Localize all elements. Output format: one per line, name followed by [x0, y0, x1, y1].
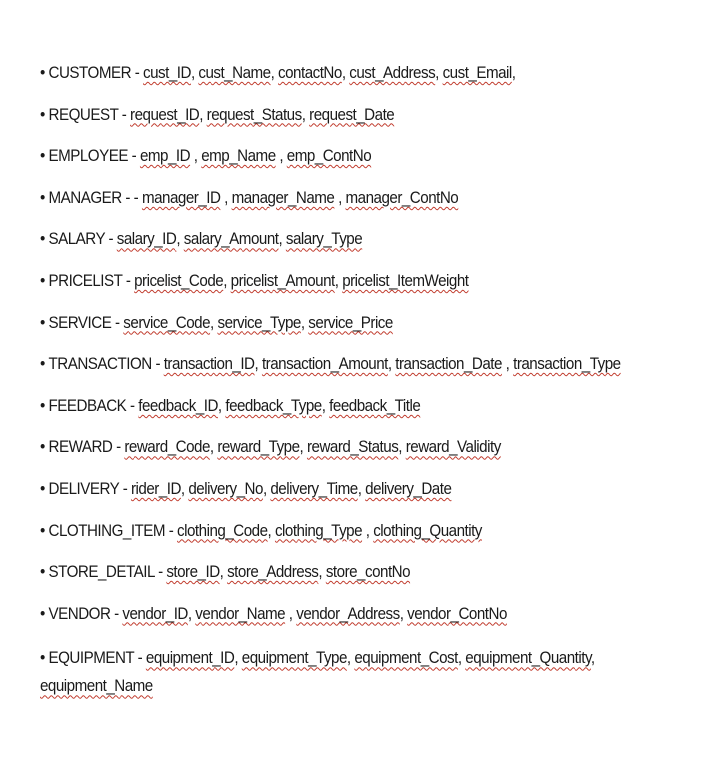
attribute: transaction_Type — [513, 355, 621, 374]
entity-name: CLOTHING_ITEM — [48, 521, 166, 540]
entity-dash: - — [110, 604, 123, 623]
entity-dash: - — [122, 271, 135, 290]
entity-line-employee: • EMPLOYEE - emp_ID , emp_Name , emp_ContNo — [40, 147, 372, 166]
attribute: clothing_Code — [177, 521, 268, 540]
entity-name: CUSTOMER — [48, 64, 132, 82]
entity-dash: - — [131, 64, 144, 82]
entity-dash: - — [151, 355, 164, 374]
attribute: rider_ID — [130, 479, 181, 498]
entity-name: REWARD — [48, 438, 113, 457]
attribute: transaction_Amount — [261, 355, 388, 374]
entity-line-request: • REQUEST - request_ID, request_Status, request_Date — [40, 105, 395, 124]
entity-line-store-detail: • STORE_DETAIL - store_ID, store_Address, store_contNo — [40, 563, 411, 582]
attribute: salary_Type — [285, 230, 363, 249]
attribute: reward_Validity — [405, 438, 501, 457]
attribute: feedback_Title — [329, 396, 421, 415]
bullet-icon: • — [40, 188, 45, 207]
entity-dash: - — [118, 105, 131, 124]
entity-name: MANAGER — [48, 188, 122, 207]
entity-name: STORE_DETAIL — [48, 563, 155, 582]
attribute: cust_Address — [349, 64, 436, 82]
attribute: equipment_Type — [241, 649, 347, 668]
entity-line-service: • SERVICE - service_Code, service_Type, service_Price — [40, 313, 393, 332]
bullet-icon: • — [40, 313, 45, 332]
entity-dash: - — [111, 313, 124, 332]
bullet-icon: • — [40, 649, 45, 668]
entity-dash: - — [154, 563, 167, 582]
bullet-icon: • — [40, 105, 45, 124]
entity-dash: - — [165, 521, 178, 540]
attribute: service_Code — [123, 313, 211, 332]
attribute: service_Type — [217, 313, 301, 332]
attribute: salary_Amount — [183, 230, 279, 249]
attribute: delivery_Time — [270, 479, 358, 498]
bullet-icon: • — [40, 396, 45, 415]
attribute: emp_ContNo — [286, 147, 372, 166]
attribute: delivery_Date — [365, 479, 452, 498]
entity-name: TRANSACTION — [48, 355, 152, 374]
entity-line-transaction: • TRANSACTION - transaction_ID, transaction_Amount, transaction_Date , transaction_Type — [40, 355, 621, 374]
entity-line-salary: • SALARY - salary_ID, salary_Amount, salary_Type — [40, 230, 363, 249]
attribute: emp_ID — [139, 147, 191, 166]
entity-name: VENDOR — [48, 604, 111, 623]
attribute: delivery_No — [188, 479, 263, 498]
attribute: transaction_ID — [163, 355, 255, 374]
attribute: equipment_Cost — [354, 649, 458, 668]
entity-name: SALARY — [48, 230, 105, 249]
attribute: manager_ContNo — [345, 188, 459, 207]
attribute: request_Status — [206, 105, 302, 124]
attribute: clothing_Quantity — [373, 521, 482, 540]
attribute: reward_Status — [306, 438, 399, 457]
attribute: vendor_ContNo — [407, 604, 507, 623]
attribute: vendor_Name — [195, 604, 286, 623]
attribute: store_ID — [166, 563, 220, 582]
bullet-icon: • — [40, 563, 45, 582]
entity-line-feedback: • FEEDBACK - feedback_ID, feedback_Type, feedback_Title — [40, 396, 421, 415]
bullet-icon: • — [40, 271, 45, 290]
entity-line-clothing-item: • CLOTHING_ITEM - clothing_Code, clothing_Type , clothing_Quantity — [40, 521, 482, 540]
bullet-icon: • — [40, 355, 45, 374]
bullet-icon: • — [40, 147, 45, 166]
attribute: manager_Name — [231, 188, 335, 207]
attribute: request_Date — [309, 105, 395, 124]
attribute: service_Price — [308, 313, 393, 332]
attribute: cust_ID — [143, 64, 191, 82]
bullet-icon: • — [40, 521, 45, 540]
entity-name: SERVICE — [48, 313, 112, 332]
attribute: clothing_Type — [274, 521, 363, 540]
entity-name: EQUIPMENT — [48, 649, 134, 668]
entity-name: FEEDBACK — [48, 396, 127, 415]
entity-dash: - — [112, 438, 125, 457]
bullet-icon: • — [40, 64, 45, 82]
attribute: salary_ID — [116, 230, 177, 249]
attribute: cust_Email — [442, 64, 512, 82]
attribute: feedback_ID — [138, 396, 218, 415]
attribute: equipment_Name — [40, 677, 153, 696]
attribute: reward_Code — [124, 438, 210, 457]
attribute: emp_Name — [201, 147, 276, 166]
attribute: transaction_Date — [395, 355, 502, 374]
entity-dash: - — [118, 479, 131, 498]
entity-line-delivery: • DELIVERY - rider_ID, delivery_No, delivery_Time, delivery_Date — [40, 479, 452, 498]
entity-line-customer: • CUSTOMER - cust_ID, cust_Name, contactNo, cust_Address, cust_Email, — [40, 64, 516, 82]
attribute: contactNo — [278, 64, 342, 82]
entity-line-equipment: • EQUIPMENT - equipment_ID, equipment_Type, equipment_Cost, equipment_Quantity, equipment_Name — [40, 644, 710, 700]
attribute: vendor_Address — [296, 604, 400, 623]
entity-dash: - — [104, 230, 117, 249]
attribute: equipment_Quantity — [465, 649, 591, 668]
entity-name: REQUEST — [48, 105, 119, 124]
entity-name: DELIVERY — [48, 479, 119, 498]
entity-list — [40, 62, 710, 720]
entity-dash: - — [133, 649, 146, 668]
attribute: pricelist_Amount — [230, 271, 335, 290]
attribute: store_contNo — [325, 563, 411, 582]
attribute: request_ID — [130, 105, 200, 124]
attribute: store_Address — [227, 563, 319, 582]
bullet-icon: • — [40, 604, 45, 623]
attribute: pricelist_ItemWeight — [342, 271, 469, 290]
entity-name: PRICELIST — [48, 271, 123, 290]
bullet-icon: • — [40, 438, 45, 457]
entity-name: EMPLOYEE — [48, 147, 128, 166]
attribute: feedback_Type — [225, 396, 322, 415]
entity-dash: - - — [121, 188, 142, 207]
entity-line-manager: • MANAGER - - manager_ID , manager_Name , manager_ContNo — [40, 188, 459, 207]
attribute: pricelist_Code — [134, 271, 224, 290]
bullet-icon: • — [40, 230, 45, 249]
attribute: reward_Type — [217, 438, 300, 457]
attribute: equipment_ID — [145, 649, 235, 668]
entity-dash: - — [126, 396, 139, 415]
attribute: cust_Name — [198, 64, 271, 82]
entity-line-reward: • REWARD - reward_Code, reward_Type, reward_Status, reward_Validity — [40, 438, 501, 457]
entity-line-pricelist: • PRICELIST - pricelist_Code, pricelist_Amount, pricelist_ItemWeight — [40, 271, 469, 290]
attribute: vendor_ID — [122, 604, 188, 623]
entity-line-vendor: • VENDOR - vendor_ID, vendor_Name , vendor_Address, vendor_ContNo — [40, 604, 507, 623]
entity-dash: - — [127, 147, 140, 166]
attribute: manager_ID — [141, 188, 221, 207]
bullet-icon: • — [40, 479, 45, 498]
